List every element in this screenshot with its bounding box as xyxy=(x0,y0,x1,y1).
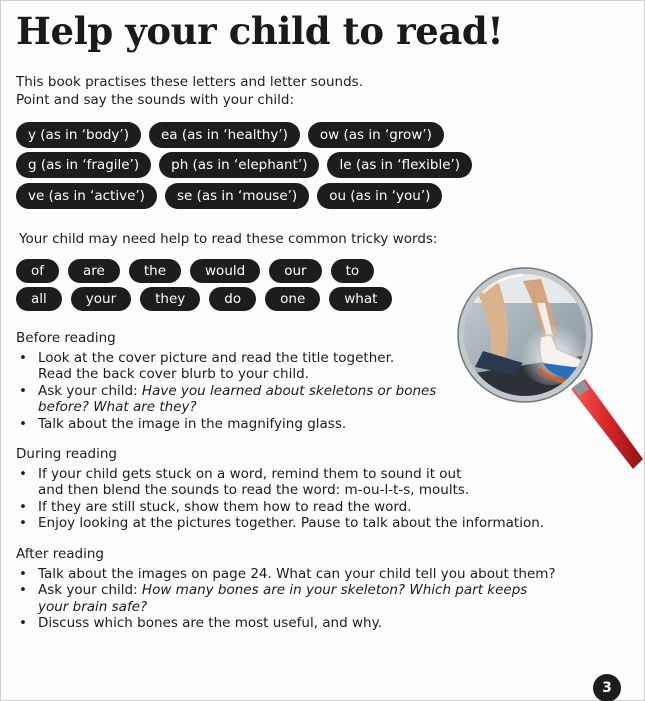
before-reading-section xyxy=(16,330,436,432)
list-item xyxy=(16,515,544,532)
tricky-word-pill: do xyxy=(209,287,256,311)
tricky-row-2 xyxy=(16,287,392,311)
list-item xyxy=(16,499,544,516)
sound-pill: ve (as in ‘active’) xyxy=(16,183,157,209)
tricky-word-pill: one xyxy=(265,287,320,311)
list-item-question: before? What are they? xyxy=(38,399,197,415)
tricky-word-pill: are xyxy=(68,259,120,283)
list-item-text: and then blend the sounds to read the word: m-ou-l-t-s, moults. xyxy=(38,482,470,498)
tricky-row-1 xyxy=(16,259,374,283)
tricky-words-intro: Your child may need help to read these common tricky words: xyxy=(19,231,438,247)
tricky-word-pill: what xyxy=(329,287,392,311)
list-item-text: Enjoy looking at the pictures together. Pause to talk about the information. xyxy=(38,515,545,531)
sound-row-2 xyxy=(16,152,472,178)
sound-row-3 xyxy=(16,183,442,209)
list-item-text: Ask your child: xyxy=(38,582,142,598)
sound-pill: ea (as in ‘healthy’) xyxy=(149,122,300,148)
list-item-text: Talk about the images on page 24. What can your child tell you about them? xyxy=(38,565,556,582)
list-item xyxy=(16,566,556,583)
list-item-question: your brain safe? xyxy=(38,598,148,615)
list-item-question: Have you learned about skeletons or bones xyxy=(141,382,437,399)
list-item-continued xyxy=(16,599,556,616)
sound-row-1 xyxy=(16,122,444,148)
tricky-word-pill: our xyxy=(269,259,321,283)
list-item xyxy=(16,350,436,367)
list-item-continued xyxy=(16,399,436,416)
sound-pill: g (as in ‘fragile’) xyxy=(16,152,151,178)
intro-line-1: This book practises these letters and letter sounds. xyxy=(16,74,363,90)
sound-pill: le (as in ‘flexible’) xyxy=(327,152,472,178)
during-reading-heading: During reading xyxy=(16,446,117,462)
tricky-word-pill: the xyxy=(129,259,181,283)
intro-line-2: Point and say the sounds with your child: xyxy=(16,92,295,108)
list-item-text: Ask your child: xyxy=(38,382,142,399)
before-reading-heading: Before reading xyxy=(16,330,116,346)
after-reading-heading: After reading xyxy=(16,546,104,562)
magnifier-handle xyxy=(571,379,643,469)
list-item-text: Read the back cover blurb to your child. xyxy=(38,366,309,382)
sound-pill: se (as in ‘mouse’) xyxy=(165,183,309,209)
list-item-text: Look at the cover picture and read the title together. xyxy=(38,349,395,366)
sound-pill: ph (as in ‘elephant’) xyxy=(159,152,319,178)
sound-pill: ow (as in ‘grow’) xyxy=(308,122,444,148)
magnifying-glass-image xyxy=(453,263,645,475)
page-number: 3 xyxy=(593,674,621,701)
list-item xyxy=(16,383,436,400)
list-item xyxy=(16,582,556,599)
tricky-word-pill: of xyxy=(16,259,59,283)
tricky-word-pill: to xyxy=(331,259,375,283)
list-item-text: If they are still stuck, show them how to read the word. xyxy=(38,498,412,515)
intro-text xyxy=(16,73,363,109)
tricky-word-pill: your xyxy=(71,287,131,311)
list-item xyxy=(16,416,436,433)
tricky-word-pill: all xyxy=(16,287,62,311)
list-item-question: How many bones are in your skeleton? Which part keeps xyxy=(141,582,528,598)
list-item-continued xyxy=(16,482,544,499)
sound-pill: y (as in ‘body’) xyxy=(16,122,141,148)
tricky-word-pill: they xyxy=(140,287,200,311)
after-reading-section xyxy=(16,546,556,632)
list-item-text: Discuss which bones are the most useful, and why. xyxy=(38,615,382,631)
sound-pill: ou (as in ‘you’) xyxy=(317,183,442,209)
list-item-text: Talk about the image in the magnifying glass. xyxy=(38,415,347,432)
list-item-text: If your child gets stuck on a word, remind them to sound it out xyxy=(38,465,462,482)
list-item-continued xyxy=(16,366,436,383)
list-item xyxy=(16,615,556,632)
page-title: Help your child to read! xyxy=(16,9,504,53)
tricky-word-pill: would xyxy=(190,259,260,283)
